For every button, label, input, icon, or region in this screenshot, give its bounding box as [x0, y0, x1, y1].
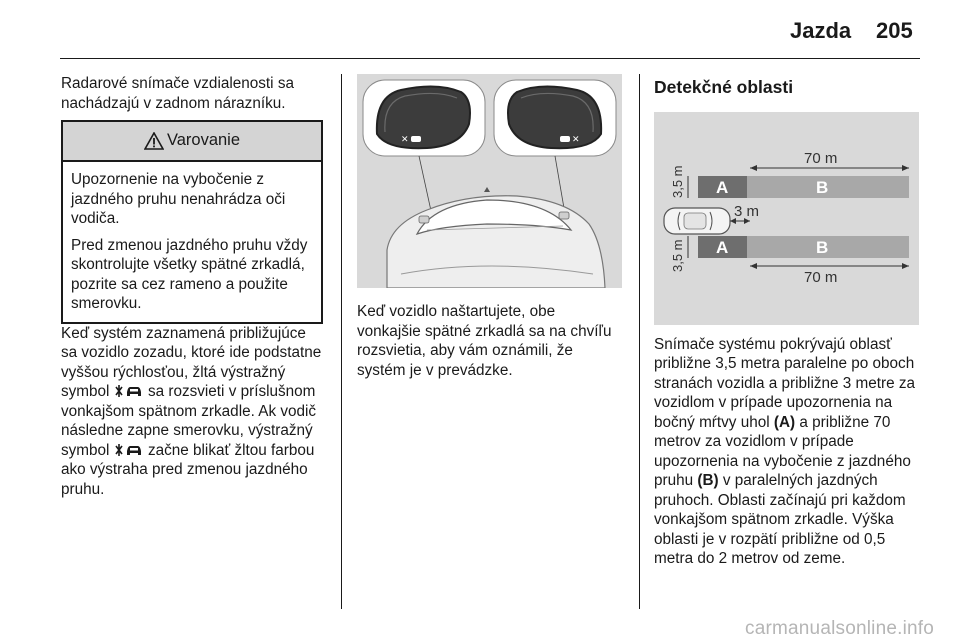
startup-paragraph: Keď vozidlo naštartujete, obe vonkajšie spätné zrkadlá sa na chvíľu rozsvietia, aby vám oznámili, že systém je v prevádzke. — [357, 303, 612, 379]
column-divider-1 — [341, 74, 342, 609]
column-2 — [357, 74, 623, 380]
dist-3-5-label-bottom: 3,5 m — [670, 238, 685, 272]
dist-70-label-bottom: 70 m — [804, 268, 838, 286]
warning-title: Varovanie — [166, 131, 241, 150]
zones-paragraph — [654, 335, 920, 569]
warning-header — [63, 122, 321, 162]
zone-b-label-bottom: B — [816, 237, 829, 257]
dist-3-5-label-top: 3,5 m — [670, 164, 685, 198]
zone-a-label-top: A — [716, 177, 729, 197]
body-text: sa rozsvieti v príslušnom vonkajšom spätnom zrkadle. Ak vodič následne zapne smerovku, výstražný symbol — [61, 383, 317, 459]
body-paragraph — [61, 324, 323, 500]
warning-paragraph: Upozornenie na vybočenie z jazdného pruhu nenahrádza oči vodiča. — [71, 171, 286, 227]
body-text: Keď systém zaznamená približujúce sa vozidlo zozadu, ktoré ide podstatne vyššou rýchlosťou, žltá výstražný symbol — [61, 324, 322, 400]
svg-text:✕: ✕ — [401, 135, 409, 145]
column-1 — [61, 74, 323, 499]
detection-zones-figure — [654, 112, 919, 325]
page-number: 205 — [876, 18, 913, 43]
lane-change-warning-icon — [114, 384, 144, 398]
zone-b-label-top: B — [816, 177, 829, 197]
page-header-title: Jazda — [790, 18, 852, 43]
intro-paragraph: Radarové snímače vzdialenosti sa nachádzajú v zadnom nárazníku. — [61, 75, 294, 112]
body-text: začne blikať žltou farbou ako výstraha pred zmenou jazdného pruhu. — [61, 441, 315, 498]
header-divider — [60, 58, 920, 59]
watermark: carmanualsonline.info — [745, 618, 935, 639]
zones-ref-a: (A) — [773, 413, 796, 431]
svg-text:✕: ✕ — [572, 135, 580, 145]
zones-text: v paralelných jazdných pruhoch. Oblasti začínajú pri každom vonkajšom spätnom zrkadle. Výška oblasti je v rozpätí približne od 0,5 metra do 2 metrov od zeme. — [654, 472, 906, 567]
lane-change-warning-icon — [114, 443, 144, 457]
zones-ref-b: (B) — [697, 472, 719, 489]
zones-text: a približne 70 metrov za vozidlom v prípade upozornenia na vybočenie z jazdného pruhu — [654, 413, 911, 489]
zone-a-label-bottom: A — [716, 237, 729, 257]
warning-triangle-icon — [144, 132, 164, 150]
dist-70-label-top: 70 m — [804, 149, 838, 167]
column-divider-2 — [639, 74, 640, 609]
section-heading: Detekčné oblasti — [654, 77, 794, 97]
side-mirrors-warning-figure — [357, 74, 622, 288]
zones-text: Snímače systému pokrývajú oblasť približne 3,5 metra paralelne po oboch stranách vozidla a približne 3 metre za vozidlom v prípade upozornenia na bočný mŕtvy uhol — [654, 335, 916, 431]
warning-body — [63, 162, 321, 322]
dist-3-label: 3 m — [734, 202, 760, 220]
column-3 — [654, 74, 920, 569]
warning-box — [61, 120, 323, 324]
warning-paragraph: Pred zmenou jazdného pruhu vždy skontrolujte všetky spätné zrkadlá, pozrite sa cez rameno a použite smerovku. — [71, 236, 308, 312]
